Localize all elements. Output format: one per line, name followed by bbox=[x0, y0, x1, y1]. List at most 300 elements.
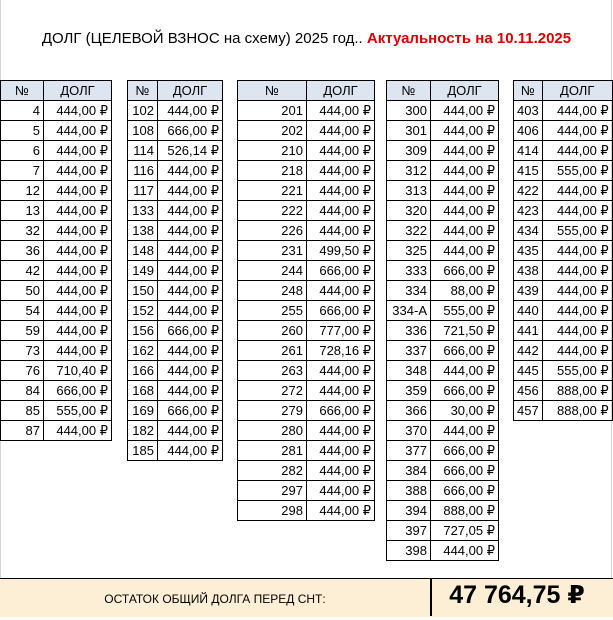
table-row bbox=[387, 101, 499, 121]
table-row bbox=[238, 421, 375, 441]
debt-table-2 bbox=[127, 80, 223, 461]
page-title bbox=[0, 30, 613, 47]
header-debt[interactable]: ДОЛГ bbox=[307, 81, 375, 101]
plot-number-cell[interactable]: 255 bbox=[238, 301, 307, 321]
table-row bbox=[387, 141, 499, 161]
table-row bbox=[238, 361, 375, 381]
header-debt[interactable]: ДОЛГ bbox=[44, 81, 112, 101]
table-row bbox=[238, 301, 375, 321]
table-row bbox=[238, 481, 375, 501]
table-row bbox=[514, 161, 613, 181]
debt-amount-cell[interactable]: 444,00 ₽ bbox=[542, 281, 612, 301]
debt-amount-cell[interactable]: 444,00 ₽ bbox=[307, 481, 375, 501]
table-row bbox=[1, 181, 112, 201]
table-row bbox=[1, 261, 112, 281]
plot-number-cell[interactable]: 414 bbox=[514, 141, 543, 161]
debt-amount-cell[interactable]: 666,00 ₽ bbox=[431, 261, 499, 281]
table-row bbox=[387, 341, 499, 361]
plot-number-cell[interactable]: 309 bbox=[387, 141, 431, 161]
table-row bbox=[514, 241, 613, 261]
table-row bbox=[387, 301, 499, 321]
debt-amount-cell[interactable]: 444,00 ₽ bbox=[44, 341, 112, 361]
debt-amount-cell[interactable]: 444,00 ₽ bbox=[542, 181, 612, 201]
debt-amount-cell[interactable]: 444,00 ₽ bbox=[307, 201, 375, 221]
table-row bbox=[128, 261, 223, 281]
plot-number-cell[interactable]: 388 bbox=[387, 481, 431, 501]
debt-amount-cell[interactable]: 444,00 ₽ bbox=[431, 361, 499, 381]
debt-amount-cell[interactable]: 444,00 ₽ bbox=[307, 101, 375, 121]
plot-number-cell[interactable]: 85 bbox=[1, 401, 44, 421]
plot-number-cell[interactable]: 300 bbox=[387, 101, 431, 121]
plot-number-cell[interactable]: 406 bbox=[514, 121, 543, 141]
table-row bbox=[387, 481, 499, 501]
table-row bbox=[238, 101, 375, 121]
debt-amount-cell[interactable]: 444,00 ₽ bbox=[307, 181, 375, 201]
debt-amount-cell[interactable]: 888,00 ₽ bbox=[542, 401, 612, 421]
debt-amount-cell[interactable]: 555,00 ₽ bbox=[44, 401, 112, 421]
table-row bbox=[1, 161, 112, 181]
debt-amount-cell[interactable]: 444,00 ₽ bbox=[158, 261, 223, 281]
plot-number-cell[interactable]: 423 bbox=[514, 201, 543, 221]
debt-amount-cell[interactable]: 444,00 ₽ bbox=[44, 301, 112, 321]
header-num[interactable]: № bbox=[128, 81, 158, 101]
plot-number-cell[interactable]: 150 bbox=[128, 281, 158, 301]
debt-amount-cell[interactable]: 666,00 ₽ bbox=[158, 401, 223, 421]
table-row bbox=[128, 361, 223, 381]
footer-label: ОСТАТОК ОБЩИЙ ДОЛГА ПЕРЕД СНТ: bbox=[0, 578, 432, 616]
debt-amount-cell[interactable]: 444,00 ₽ bbox=[158, 241, 223, 261]
plot-number-cell[interactable]: 336 bbox=[387, 321, 431, 341]
plot-number-cell[interactable]: 298 bbox=[238, 501, 307, 521]
header-debt[interactable]: ДОЛГ bbox=[431, 81, 499, 101]
debt-amount-cell[interactable]: 444,00 ₽ bbox=[431, 101, 499, 121]
debt-amount-cell[interactable]: 444,00 ₽ bbox=[307, 141, 375, 161]
plot-number-cell[interactable]: 222 bbox=[238, 201, 307, 221]
plot-number-cell[interactable]: 312 bbox=[387, 161, 431, 181]
debt-amount-cell[interactable]: 444,00 ₽ bbox=[307, 461, 375, 481]
plot-number-cell[interactable]: 201 bbox=[238, 101, 307, 121]
plot-number-cell[interactable]: 434 bbox=[514, 221, 543, 241]
plot-number-cell[interactable]: 320 bbox=[387, 201, 431, 221]
table-row bbox=[514, 201, 613, 221]
debt-amount-cell[interactable]: 444,00 ₽ bbox=[158, 201, 223, 221]
table-row bbox=[128, 221, 223, 241]
table-row bbox=[238, 121, 375, 141]
debt-amount-cell[interactable]: 444,00 ₽ bbox=[307, 361, 375, 381]
table-header-row bbox=[1, 81, 112, 101]
table-row bbox=[128, 421, 223, 441]
title-actuality: Актуальность на 10.11.2025 bbox=[366, 30, 572, 47]
plot-number-cell[interactable]: 348 bbox=[387, 361, 431, 381]
table-row bbox=[387, 401, 499, 421]
plot-number-cell[interactable]: 337 bbox=[387, 341, 431, 361]
debt-amount-cell[interactable]: 888,00 ₽ bbox=[431, 501, 499, 521]
debt-amount-cell[interactable]: 444,00 ₽ bbox=[307, 281, 375, 301]
plot-number-cell[interactable]: 50 bbox=[1, 281, 44, 301]
debt-amount-cell[interactable]: 666,00 ₽ bbox=[431, 461, 499, 481]
table-row bbox=[128, 101, 223, 121]
plot-number-cell[interactable]: 280 bbox=[238, 421, 307, 441]
debt-amount-cell[interactable]: 555,00 ₽ bbox=[431, 301, 499, 321]
debt-amount-cell[interactable]: 444,00 ₽ bbox=[44, 261, 112, 281]
plot-number-cell[interactable]: 334-А bbox=[387, 301, 431, 321]
table-row bbox=[128, 381, 223, 401]
debt-amount-cell[interactable]: 444,00 ₽ bbox=[307, 421, 375, 441]
table-row bbox=[238, 281, 375, 301]
table-row bbox=[128, 161, 223, 181]
debt-amount-cell[interactable]: 555,00 ₽ bbox=[542, 221, 612, 241]
plot-number-cell[interactable]: 76 bbox=[1, 361, 44, 381]
plot-number-cell[interactable]: 439 bbox=[514, 281, 543, 301]
debt-amount-cell[interactable]: 444,00 ₽ bbox=[307, 161, 375, 181]
debt-amount-cell[interactable]: 499,50 ₽ bbox=[307, 241, 375, 261]
debt-amount-cell[interactable]: 444,00 ₽ bbox=[158, 341, 223, 361]
debt-amount-cell[interactable]: 444,00 ₽ bbox=[44, 161, 112, 181]
table-row bbox=[238, 381, 375, 401]
debt-amount-cell[interactable]: 444,00 ₽ bbox=[158, 421, 223, 441]
table-row bbox=[128, 301, 223, 321]
table-row bbox=[387, 521, 499, 541]
plot-number-cell[interactable]: 117 bbox=[128, 181, 158, 201]
debt-amount-cell[interactable]: 444,00 ₽ bbox=[307, 381, 375, 401]
table-row bbox=[128, 141, 223, 161]
table-row bbox=[238, 401, 375, 421]
debt-table-4 bbox=[386, 80, 499, 561]
table-row bbox=[128, 341, 223, 361]
plot-number-cell[interactable]: 32 bbox=[1, 221, 44, 241]
table-row bbox=[387, 441, 499, 461]
table-row bbox=[387, 221, 499, 241]
debt-amount-cell[interactable]: 727,05 ₽ bbox=[431, 521, 499, 541]
plot-number-cell[interactable]: 102 bbox=[128, 101, 158, 121]
header-num[interactable]: № bbox=[387, 81, 431, 101]
debt-amount-cell[interactable]: 444,00 ₽ bbox=[431, 201, 499, 221]
plot-number-cell[interactable]: 87 bbox=[1, 421, 44, 441]
debt-amount-cell[interactable]: 444,00 ₽ bbox=[431, 181, 499, 201]
plot-number-cell[interactable]: 334 bbox=[387, 281, 431, 301]
table-row bbox=[387, 161, 499, 181]
table-row bbox=[1, 141, 112, 161]
plot-number-cell[interactable]: 42 bbox=[1, 261, 44, 281]
plot-number-cell[interactable]: 231 bbox=[238, 241, 307, 261]
plot-number-cell[interactable]: 7 bbox=[1, 161, 44, 181]
debt-amount-cell[interactable]: 666,00 ₽ bbox=[307, 261, 375, 281]
table-row bbox=[387, 121, 499, 141]
plot-number-cell[interactable]: 282 bbox=[238, 461, 307, 481]
table-row bbox=[387, 241, 499, 261]
table-row bbox=[238, 441, 375, 461]
plot-number-cell[interactable]: 156 bbox=[128, 321, 158, 341]
table-row bbox=[387, 321, 499, 341]
plot-number-cell[interactable]: 182 bbox=[128, 421, 158, 441]
table-row bbox=[514, 361, 613, 381]
table-header-row bbox=[514, 81, 613, 101]
debt-amount-cell[interactable]: 666,00 ₽ bbox=[431, 441, 499, 461]
table-row bbox=[128, 181, 223, 201]
plot-number-cell[interactable]: 5 bbox=[1, 121, 44, 141]
table-row bbox=[238, 461, 375, 481]
debt-amount-cell[interactable]: 666,00 ₽ bbox=[431, 381, 499, 401]
debt-amount-cell[interactable]: 444,00 ₽ bbox=[542, 101, 612, 121]
table-row bbox=[238, 181, 375, 201]
table-row bbox=[238, 161, 375, 181]
plot-number-cell[interactable]: 84 bbox=[1, 381, 44, 401]
table-row bbox=[128, 321, 223, 341]
table-row bbox=[128, 401, 223, 421]
table-row bbox=[1, 381, 112, 401]
plot-number-cell[interactable]: 301 bbox=[387, 121, 431, 141]
plot-number-cell[interactable]: 435 bbox=[514, 241, 543, 261]
debt-amount-cell[interactable]: 444,00 ₽ bbox=[431, 221, 499, 241]
table-row bbox=[514, 321, 613, 341]
debt-amount-cell[interactable]: 666,00 ₽ bbox=[431, 481, 499, 501]
title-main: ДОЛГ (ЦЕЛЕВОЙ ВЗНОС на схему) 2025 год.. bbox=[41, 30, 363, 47]
table-row bbox=[1, 401, 112, 421]
plot-number-cell[interactable]: 263 bbox=[238, 361, 307, 381]
plot-number-cell[interactable]: 4 bbox=[1, 101, 44, 121]
table-row bbox=[514, 221, 613, 241]
plot-number-cell[interactable]: 12 bbox=[1, 181, 44, 201]
debt-amount-cell[interactable]: 555,00 ₽ bbox=[542, 161, 612, 181]
debt-amount-cell[interactable]: 444,00 ₽ bbox=[542, 241, 612, 261]
plot-number-cell[interactable]: 36 bbox=[1, 241, 44, 261]
debt-amount-cell[interactable]: 444,00 ₽ bbox=[542, 301, 612, 321]
table-row bbox=[514, 101, 613, 121]
plot-number-cell[interactable]: 244 bbox=[238, 261, 307, 281]
table-row bbox=[1, 321, 112, 341]
table-header-row bbox=[128, 81, 223, 101]
plot-number-cell[interactable]: 359 bbox=[387, 381, 431, 401]
plot-number-cell[interactable]: 272 bbox=[238, 381, 307, 401]
table-row bbox=[387, 501, 499, 521]
plot-number-cell[interactable]: 152 bbox=[128, 301, 158, 321]
plot-number-cell[interactable]: 13 bbox=[1, 201, 44, 221]
plot-number-cell[interactable]: 226 bbox=[238, 221, 307, 241]
plot-number-cell[interactable]: 438 bbox=[514, 261, 543, 281]
debt-amount-cell[interactable]: 444,00 ₽ bbox=[542, 201, 612, 221]
plot-number-cell[interactable]: 221 bbox=[238, 181, 307, 201]
header-num[interactable]: № bbox=[238, 81, 307, 101]
debt-table-5 bbox=[513, 80, 613, 421]
debt-amount-cell[interactable]: 444,00 ₽ bbox=[158, 281, 223, 301]
plot-number-cell[interactable]: 162 bbox=[128, 341, 158, 361]
plot-number-cell[interactable]: 185 bbox=[128, 441, 158, 461]
header-debt[interactable]: ДОЛГ bbox=[542, 81, 612, 101]
table-row bbox=[387, 281, 499, 301]
table-row bbox=[387, 261, 499, 281]
plot-number-cell[interactable]: 333 bbox=[387, 261, 431, 281]
debt-amount-cell[interactable]: 444,00 ₽ bbox=[158, 221, 223, 241]
table-row bbox=[238, 501, 375, 521]
table-row bbox=[514, 301, 613, 321]
plot-number-cell[interactable]: 248 bbox=[238, 281, 307, 301]
plot-number-cell[interactable]: 261 bbox=[238, 341, 307, 361]
debt-amount-cell[interactable]: 444,00 ₽ bbox=[431, 121, 499, 141]
debt-amount-cell[interactable]: 444,00 ₽ bbox=[307, 121, 375, 141]
debt-amount-cell[interactable]: 888,00 ₽ bbox=[542, 381, 612, 401]
plot-number-cell[interactable]: 149 bbox=[128, 261, 158, 281]
table-header-row bbox=[238, 81, 375, 101]
plot-number-cell[interactable]: 456 bbox=[514, 381, 543, 401]
plot-number-cell[interactable]: 440 bbox=[514, 301, 543, 321]
plot-number-cell[interactable]: 169 bbox=[128, 401, 158, 421]
plot-number-cell[interactable]: 202 bbox=[238, 121, 307, 141]
debt-amount-cell[interactable]: 444,00 ₽ bbox=[158, 441, 223, 461]
plot-number-cell[interactable]: 108 bbox=[128, 121, 158, 141]
debt-amount-cell[interactable]: 88,00 ₽ bbox=[431, 281, 499, 301]
plot-number-cell[interactable]: 403 bbox=[514, 101, 543, 121]
debt-amount-cell[interactable]: 555,00 ₽ bbox=[542, 361, 612, 381]
plot-number-cell[interactable]: 59 bbox=[1, 321, 44, 341]
plot-number-cell[interactable]: 370 bbox=[387, 421, 431, 441]
plot-number-cell[interactable]: 322 bbox=[387, 221, 431, 241]
debt-amount-cell[interactable]: 526,14 ₽ bbox=[158, 141, 223, 161]
debt-table-1 bbox=[0, 80, 112, 441]
footer-total: 47 764,75 ₽ bbox=[449, 581, 585, 609]
debt-amount-cell[interactable]: 444,00 ₽ bbox=[44, 321, 112, 341]
table-row bbox=[387, 181, 499, 201]
debt-amount-cell[interactable]: 710,40 ₽ bbox=[44, 361, 112, 381]
debt-amount-cell[interactable]: 444,00 ₽ bbox=[307, 221, 375, 241]
table-row bbox=[514, 181, 613, 201]
plot-number-cell[interactable]: 281 bbox=[238, 441, 307, 461]
plot-number-cell[interactable]: 313 bbox=[387, 181, 431, 201]
plot-number-cell[interactable]: 397 bbox=[387, 521, 431, 541]
debt-amount-cell[interactable]: 444,00 ₽ bbox=[44, 141, 112, 161]
plot-number-cell[interactable]: 441 bbox=[514, 321, 543, 341]
plot-number-cell[interactable]: 384 bbox=[387, 461, 431, 481]
debt-amount-cell[interactable]: 444,00 ₽ bbox=[431, 421, 499, 441]
debt-amount-cell[interactable]: 444,00 ₽ bbox=[44, 281, 112, 301]
plot-number-cell[interactable]: 366 bbox=[387, 401, 431, 421]
table-row bbox=[1, 301, 112, 321]
plot-number-cell[interactable]: 260 bbox=[238, 321, 307, 341]
plot-number-cell[interactable]: 325 bbox=[387, 241, 431, 261]
table-row bbox=[128, 281, 223, 301]
table-row bbox=[1, 421, 112, 441]
plot-number-cell[interactable]: 73 bbox=[1, 341, 44, 361]
table-row bbox=[1, 101, 112, 121]
table-row bbox=[238, 261, 375, 281]
table-row bbox=[1, 221, 112, 241]
debt-amount-cell[interactable]: 666,00 ₽ bbox=[307, 301, 375, 321]
debt-amount-cell[interactable]: 444,00 ₽ bbox=[44, 421, 112, 441]
table-row bbox=[387, 461, 499, 481]
debt-amount-cell[interactable]: 444,00 ₽ bbox=[542, 121, 612, 141]
debt-amount-cell[interactable]: 444,00 ₽ bbox=[158, 181, 223, 201]
table-row bbox=[387, 201, 499, 221]
table-row bbox=[1, 341, 112, 361]
debt-amount-cell[interactable]: 444,00 ₽ bbox=[307, 501, 375, 521]
plot-number-cell[interactable]: 116 bbox=[128, 161, 158, 181]
plot-number-cell[interactable]: 394 bbox=[387, 501, 431, 521]
plot-number-cell[interactable]: 168 bbox=[128, 381, 158, 401]
debt-amount-cell[interactable]: 444,00 ₽ bbox=[431, 161, 499, 181]
debt-amount-cell[interactable]: 444,00 ₽ bbox=[542, 141, 612, 161]
table-row bbox=[514, 141, 613, 161]
table-row bbox=[1, 281, 112, 301]
debt-amount-cell[interactable]: 777,00 ₽ bbox=[307, 321, 375, 341]
debt-amount-cell[interactable]: 444,00 ₽ bbox=[158, 301, 223, 321]
debt-amount-cell[interactable]: 721,50 ₽ bbox=[431, 321, 499, 341]
debt-amount-cell[interactable]: 444,00 ₽ bbox=[44, 201, 112, 221]
debt-amount-cell[interactable]: 444,00 ₽ bbox=[431, 541, 499, 561]
debt-amount-cell[interactable]: 30,00 ₽ bbox=[431, 401, 499, 421]
plot-number-cell[interactable]: 442 bbox=[514, 341, 543, 361]
plot-number-cell[interactable]: 279 bbox=[238, 401, 307, 421]
debt-amount-cell[interactable]: 666,00 ₽ bbox=[158, 121, 223, 141]
table-row bbox=[238, 221, 375, 241]
debt-amount-cell[interactable]: 444,00 ₽ bbox=[431, 141, 499, 161]
plot-number-cell[interactable]: 457 bbox=[514, 401, 543, 421]
debt-amount-cell[interactable]: 444,00 ₽ bbox=[158, 381, 223, 401]
table-row bbox=[1, 201, 112, 221]
plot-number-cell[interactable]: 114 bbox=[128, 141, 158, 161]
debt-amount-cell[interactable]: 728,16 ₽ bbox=[307, 341, 375, 361]
debt-amount-cell[interactable]: 444,00 ₽ bbox=[542, 321, 612, 341]
table-header-row bbox=[387, 81, 499, 101]
plot-number-cell[interactable]: 6 bbox=[1, 141, 44, 161]
debt-amount-cell[interactable]: 444,00 ₽ bbox=[44, 121, 112, 141]
debt-amount-cell[interactable]: 444,00 ₽ bbox=[44, 101, 112, 121]
plot-number-cell[interactable]: 422 bbox=[514, 181, 543, 201]
table-row bbox=[238, 241, 375, 261]
table-row bbox=[514, 121, 613, 141]
debt-amount-cell[interactable]: 444,00 ₽ bbox=[44, 221, 112, 241]
header-num[interactable]: № bbox=[1, 81, 44, 101]
plot-number-cell[interactable]: 377 bbox=[387, 441, 431, 461]
debt-amount-cell[interactable]: 444,00 ₽ bbox=[158, 101, 223, 121]
plot-number-cell[interactable]: 210 bbox=[238, 141, 307, 161]
debt-amount-cell[interactable]: 444,00 ₽ bbox=[542, 261, 612, 281]
table-row bbox=[514, 281, 613, 301]
table-row bbox=[514, 401, 613, 421]
debt-amount-cell[interactable]: 666,00 ₽ bbox=[158, 321, 223, 341]
table-row bbox=[238, 321, 375, 341]
debt-amount-cell[interactable]: 666,00 ₽ bbox=[44, 381, 112, 401]
header-num[interactable]: № bbox=[514, 81, 543, 101]
plot-number-cell[interactable]: 218 bbox=[238, 161, 307, 181]
table-row bbox=[238, 341, 375, 361]
debt-amount-cell[interactable]: 444,00 ₽ bbox=[44, 181, 112, 201]
debt-amount-cell[interactable]: 666,00 ₽ bbox=[307, 401, 375, 421]
table-row bbox=[514, 341, 613, 361]
plot-number-cell[interactable]: 138 bbox=[128, 221, 158, 241]
debt-amount-cell[interactable]: 444,00 ₽ bbox=[158, 361, 223, 381]
plot-number-cell[interactable]: 415 bbox=[514, 161, 543, 181]
plot-number-cell[interactable]: 445 bbox=[514, 361, 543, 381]
plot-number-cell[interactable]: 297 bbox=[238, 481, 307, 501]
table-row bbox=[128, 201, 223, 221]
table-row bbox=[387, 361, 499, 381]
table-row bbox=[1, 361, 112, 381]
table-row bbox=[387, 421, 499, 441]
header-debt[interactable]: ДОЛГ bbox=[158, 81, 223, 101]
plot-number-cell[interactable]: 133 bbox=[128, 201, 158, 221]
table-row bbox=[238, 141, 375, 161]
debt-amount-cell[interactable]: 444,00 ₽ bbox=[431, 241, 499, 261]
debt-amount-cell[interactable]: 444,00 ₽ bbox=[44, 241, 112, 261]
plot-number-cell[interactable]: 148 bbox=[128, 241, 158, 261]
debt-amount-cell[interactable]: 666,00 ₽ bbox=[431, 341, 499, 361]
debt-amount-cell[interactable]: 444,00 ₽ bbox=[307, 441, 375, 461]
plot-number-cell[interactable]: 398 bbox=[387, 541, 431, 561]
plot-number-cell[interactable]: 166 bbox=[128, 361, 158, 381]
plot-number-cell[interactable]: 54 bbox=[1, 301, 44, 321]
debt-amount-cell[interactable]: 444,00 ₽ bbox=[158, 161, 223, 181]
debt-amount-cell[interactable]: 444,00 ₽ bbox=[542, 341, 612, 361]
table-row bbox=[387, 541, 499, 561]
